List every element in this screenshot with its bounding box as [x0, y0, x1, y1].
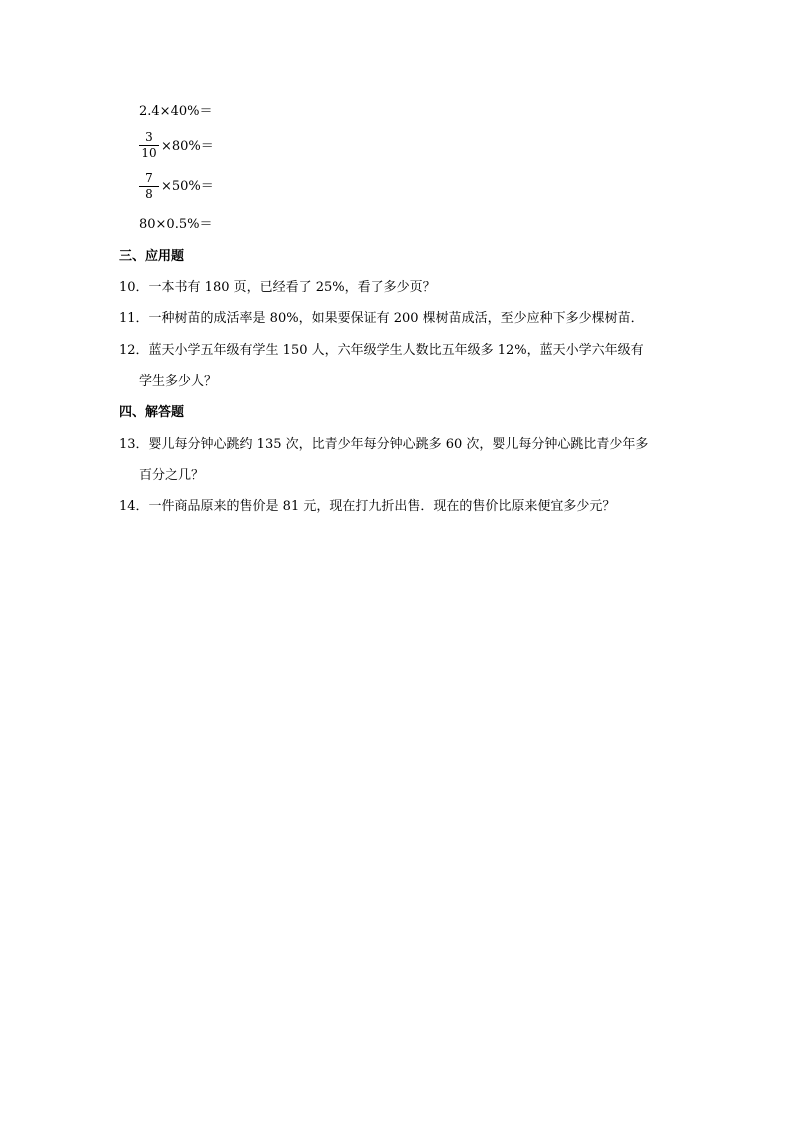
question-13-line-2: 百分之几？ — [139, 468, 205, 483]
calculation-3-rest: ×50%＝ — [161, 179, 214, 194]
fraction-numerator: 7 — [145, 171, 153, 185]
fraction-numerator: 3 — [145, 130, 153, 144]
calculation-1: 2.4×40%＝ — [139, 104, 213, 119]
question-14: 14．一件商品原来的售价是 81 元，现在打九折出售．现在的售价比原来便宜多少元？ — [119, 499, 616, 514]
fraction-7-8 — [139, 172, 159, 201]
fraction-3-10 — [139, 131, 159, 160]
fraction-denominator: 8 — [145, 187, 153, 201]
calculation-4: 80×0.5%＝ — [139, 217, 213, 232]
fraction-denominator: 10 — [141, 146, 157, 160]
question-12-line-2: 学生多少人？ — [139, 374, 218, 389]
section-heading-applied: 三、应用题 — [119, 249, 185, 264]
section-heading-answers: 四、解答题 — [119, 405, 185, 420]
question-12-line-1: 12．蓝天小学五年级有学生 150 人，六年级学生人数比五年级多 12%，蓝天小学六年级有 — [119, 343, 644, 358]
question-11: 11．一种树苗的成活率是 80%，如果要保证有 200 棵树苗成活，至少应种下多少棵树苗． — [119, 311, 644, 326]
calculation-2-rest: ×80%＝ — [161, 139, 214, 154]
question-13-line-1: 13．婴儿每分钟心跳约 135 次，比青少年每分钟心跳多 60 次，婴儿每分钟心跳比青少年多 — [119, 437, 649, 452]
question-10: 10．一本书有 180 页，已经看了 25%，看了多少页？ — [119, 280, 436, 295]
